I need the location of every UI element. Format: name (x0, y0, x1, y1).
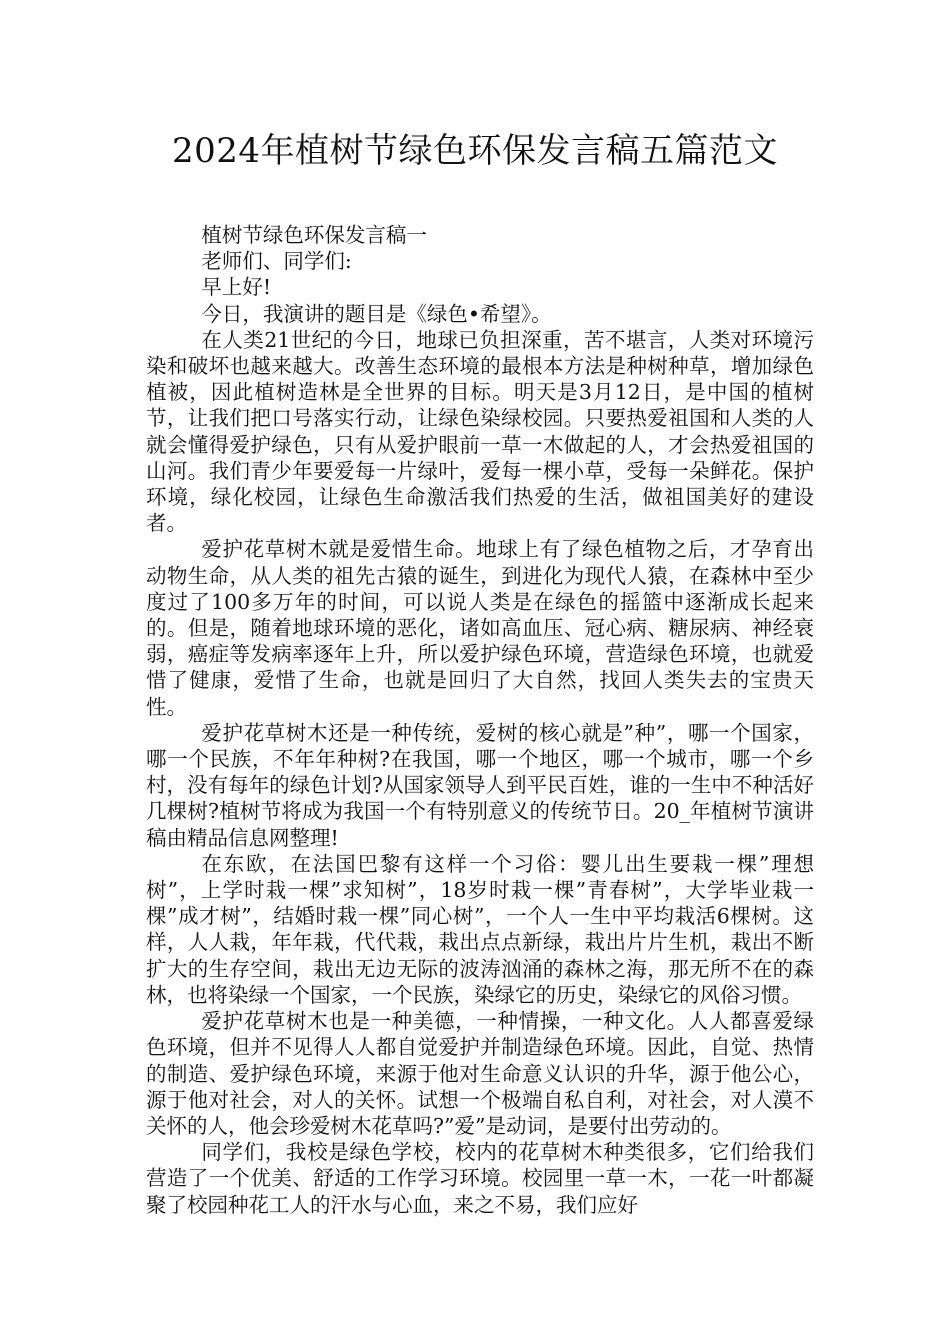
section-heading: 植树节绿色环保发言稿一 (201, 223, 427, 247)
paragraph: 爱护花草树木也是一种美德，一种情操，一种文化。人人都喜爱绿色环境，但并不见得人人都自觉爱护并制造绿色环境。因此，自觉、热情的制造、爱护绿色环境，来源于他对生命意义认识的升华，源于他公心，源于他对社会，对人的关怀。试想一个极端自私自利，对社会，对人漠不关怀的人，他会珍爱树木花草吗?”爱”是动词，是要付出劳动的。 (146, 1009, 814, 1138)
document-body (146, 222, 814, 1218)
paragraph: 在东欧，在法国巴黎有这样一个习俗：婴儿出生要栽一棵”理想树”，上学时栽一棵”求知树”，18岁时栽一棵”青春树”，大学毕业栽一棵”成才树”，结婚时栽一棵”同心树”，一个人一生中平均栽活6棵树。这样，人人栽，年年栽，代代栽，栽出点点新绿，栽出片片生机，栽出不断扩大的生存空间，栽出无边无际的波涛汹涌的森林之海，那无所不在的森林，也将染绿一个国家，一个民族，染绿它的历史，染绿它的风俗习惯。 (146, 851, 814, 1007)
speech-topic: 今日，我演讲的题目是《绿色•希望》。 (201, 301, 552, 326)
greeting: 早上好! (201, 275, 272, 300)
document-title: 2024年植树节绿色环保发言稿五篇范文 (171, 131, 779, 171)
paragraph: 爱护花草树木就是爱惜生命。地球上有了绿色植物之后，才孕育出动物生命，从人类的祖先古猿的诞生，到进化为现代人猿，在森林中至少度过了100多万年的时间，可以说人类是在绿色的摇篮中逐渐成长起来的。但是，随着地球环境的恶化，诸如高血压、冠心病、糖尿病、神经衰弱，癌症等发病率逐年上升，所以爱护绿色环境，营造绿色环境，也就爱惜了健康，爱惜了生命，也就是回归了大自然，找回人类失去的宝贵天性。 (146, 537, 814, 719)
salutation: 老师们、同学们: (201, 249, 352, 274)
paragraph: 爱护花草树木还是一种传统，爱树的核心就是”种”，哪一个国家，哪一个民族，不年年种树?在我国，哪一个地区，哪一个城市，哪一个乡村，没有每年的绿色计划?从国家领导人到平民百姓，谁的一生中不种活好几棵树?植树节将成为我国一个有特别意义的传统节日。20_年植树节演讲稿由精品信息网整理! (146, 720, 814, 850)
paragraph: 同学们，我校是绿色学校，校内的花草树木种类很多，它们给我们营造了一个优美、舒适的工作学习环境。校园里一草一木，一花一叶都凝聚了校园种花工人的汗水与心血，来之不易，我们应好 (146, 1140, 814, 1217)
paragraph: 在人类21世纪的今日，地球已负担深重，苦不堪言，人类对环境污染和破坏也越来越大。改善生态环境的最根本方法是种树种草，增加绿色植被，因此植树造林是全世界的目标。明天是3月12日，是中国的植树节，让我们把口号落实行动，让绿色染绿校园。只要热爱祖国和人类的人就会懂得爱护绿色，只有从爱护眼前一草一木做起的人，才会热爱祖国的山河。我们青少年要爱每一片绿叶，爱每一棵小草，受每一朵鲜花。保护环境，绿化校园，让绿色生命激活我们热爱的生活，做祖国美好的建设者。 (146, 327, 814, 536)
